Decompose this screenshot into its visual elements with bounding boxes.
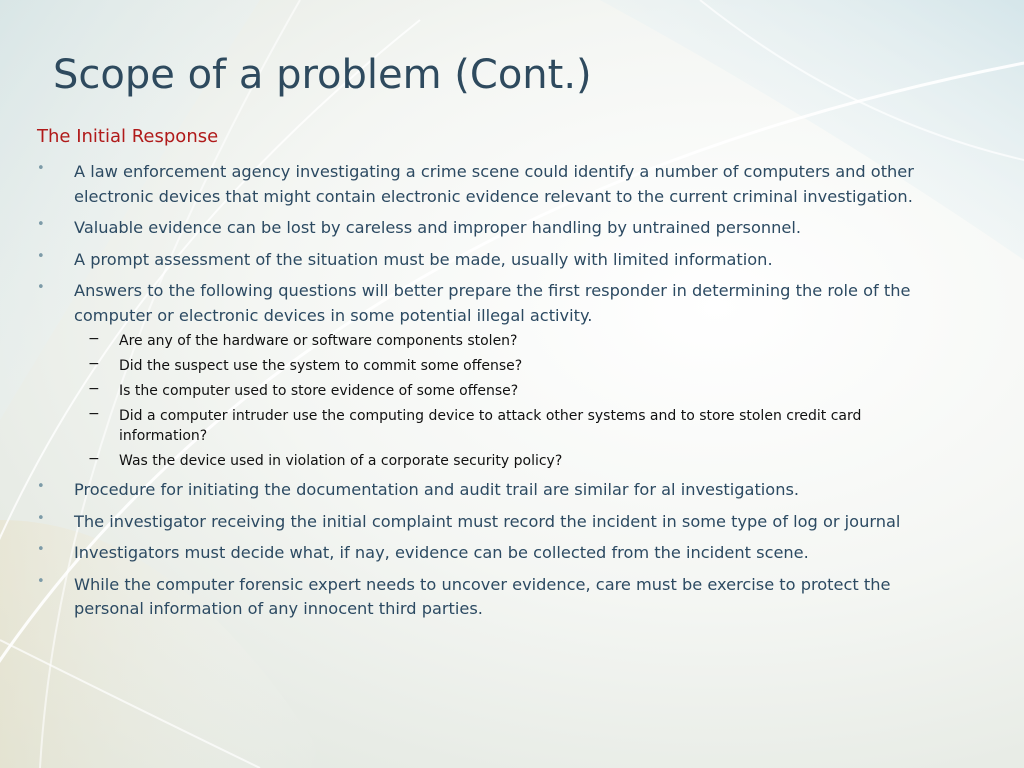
bullet-icon: • [37,542,45,557]
bullet-icon: • [37,248,45,264]
bullet-text: A law enforcement agency investigating a crime scene could identify a number of computers and other electronic devices that might contain electronic evidence relevant to the current criminal investigation. [74,162,914,206]
list-item [37,510,917,535]
dash-icon: − [88,381,100,397]
question-text: Was the device used in violation of a corporate security policy? [119,453,563,469]
list-item [37,573,917,622]
question-text: Is the computer used to store evidence of some offense? [119,383,519,399]
bullet-text: Answers to the following questions will better prepare the first responder in determining the role of the computer or electronic devices in some potential illegal activity. [74,281,911,325]
bullet-text: Investigators must decide what, if nay, evidence can be collected from the incident scene. [74,543,809,562]
dash-icon: − [88,331,100,347]
question-list [74,331,917,471]
list-item [37,279,917,471]
bullet-text: The investigator receiving the initial complaint must record the incident in some type of log or journal [74,511,901,531]
bullet-icon: • [37,479,45,494]
question-item [74,331,917,351]
list-item [37,160,917,209]
question-item [74,451,917,471]
bullet-text: While the computer forensic expert needs to uncover evidence, care must be exercise to protect the personal information of any innocent third parties. [74,574,891,618]
list-item [37,248,917,273]
dash-icon: − [88,356,100,372]
list-item [37,541,917,566]
slide-title: Scope of a problem (Cont.) [53,52,592,98]
bullet-text: A prompt assessment of the situation must be made, usually with limited information. [74,249,773,269]
question-text: Did the suspect use the system to commit some offense? [119,358,523,374]
bullet-icon: • [37,161,45,176]
bullet-text: Valuable evidence can be lost by careless and improper handling by untrained personnel. [74,218,801,237]
bullet-icon: • [37,573,45,589]
bullet-icon: • [37,510,45,526]
question-item [74,406,917,446]
bullet-icon: • [37,280,45,295]
list-item [37,478,917,503]
question-text: Are any of the hardware or software components stolen? [119,333,518,349]
bullet-text: Procedure for initiating the documentation and audit trail are similar for al investigations. [74,480,800,499]
list-item [37,216,917,241]
dash-icon: − [88,451,100,467]
bullet-icon: • [37,217,45,232]
bullet-list [37,160,917,622]
question-item [74,356,917,376]
dash-icon: − [88,406,100,422]
question-text: Did a computer intruder use the computing device to attack other systems and to store stolen credit card information? [119,408,862,444]
question-item [74,381,917,401]
section-heading: The Initial Response [37,126,219,147]
